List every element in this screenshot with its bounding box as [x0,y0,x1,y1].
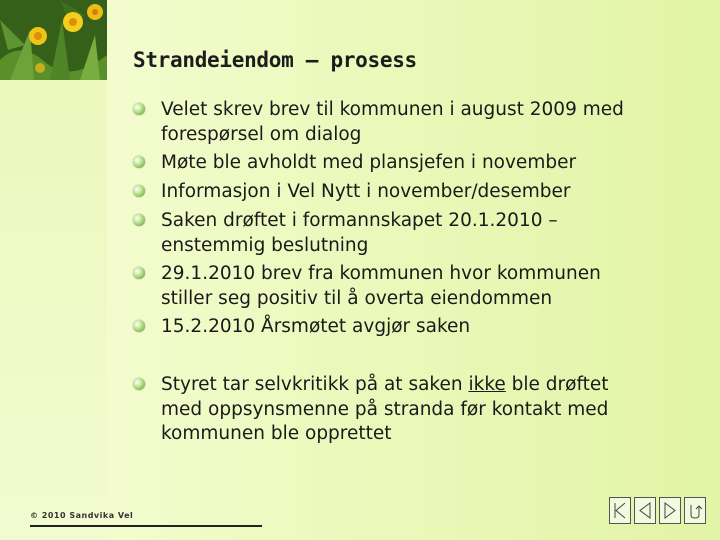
previous-slide-button[interactable] [634,497,656,524]
note-text [161,373,693,447]
list-item [133,315,693,340]
list-item [133,373,693,447]
bullet-icon [133,267,145,279]
bullet-text: Informasjon i Vel Nytt i november/desember [161,181,571,202]
list-item [133,98,693,147]
list-item [133,209,693,258]
bullet-icon [133,378,145,390]
first-icon [610,498,630,523]
next-slide-button[interactable] [659,497,681,524]
bullet-text: Saken drøftet i formannskapet 20.1.2010 – enstemmig beslutning [161,210,558,256]
return-button[interactable] [684,497,706,524]
list-item [133,180,693,205]
bullet-icon [133,320,145,332]
bullet-text: 29.1.2010 brev fra kommunen hvor kommunen stiller seg positiv til å overta eiendommen [161,263,601,309]
bullet-icon [133,185,145,197]
list-item [133,151,693,176]
note-text-start: Styret tar selvkritikk på at saken [161,374,469,395]
slide-title: Strandeiendom – prosess [133,48,417,72]
note-text-end: ble drøftet med oppsynsmenne på stranda før kontakt med kommunen ble opprettet [161,374,609,444]
list-item [133,262,693,311]
footer-divider [30,525,262,527]
previous-icon [635,498,655,523]
next-icon [660,498,680,523]
flower-photo [0,0,107,80]
bullet-icon [133,214,145,226]
return-icon [685,498,705,523]
note-underlined-word: ikke [468,374,506,395]
first-slide-button[interactable] [609,497,631,524]
bullet-icon [133,103,145,115]
left-band [0,0,107,540]
bullet-text: Møte ble avholdt med plansjefen i november [161,152,577,173]
bullet-text: Velet skrev brev til kommunen i august 2009 med forespørsel om dialog [161,99,624,145]
bullet-icon [133,156,145,168]
bullet-text: 15.2.2010 Årsmøtet avgjør saken [161,316,471,337]
copyright-footer: © 2010 Sandvika Vel [30,511,134,520]
